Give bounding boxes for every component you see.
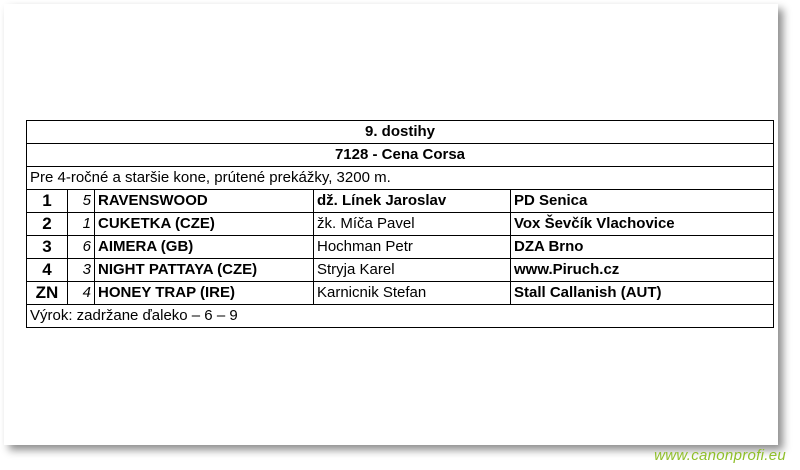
start-number-cell: 3	[68, 259, 95, 282]
jockey-cell: Hochman Petr	[314, 236, 511, 259]
start-number-cell: 6	[68, 236, 95, 259]
start-number-cell: 5	[68, 190, 95, 213]
horse-name-cell: NIGHT PATTAYA (CZE)	[95, 259, 314, 282]
horse-name-cell: HONEY TRAP (IRE)	[95, 282, 314, 305]
result-row	[27, 236, 774, 259]
owner-cell: Stall Callanish (AUT)	[511, 282, 774, 305]
result-row	[27, 259, 774, 282]
owner-cell: www.Piruch.cz	[511, 259, 774, 282]
jockey-cell: žk. Míča Pavel	[314, 213, 511, 236]
place-cell: 4	[27, 259, 68, 282]
start-number-cell: 4	[68, 282, 95, 305]
margins-text: Výrok: zadržane ďaleko – 6 – 9	[27, 305, 774, 328]
owner-cell: Vox Ševčík Vlachovice	[511, 213, 774, 236]
place-cell: ZN	[27, 282, 68, 305]
result-row	[27, 213, 774, 236]
race-conditions-row	[27, 167, 774, 190]
owner-cell: DZA Brno	[511, 236, 774, 259]
result-row	[27, 190, 774, 213]
race-heading: 9. dostihy	[27, 121, 774, 144]
place-cell: 2	[27, 213, 68, 236]
jockey-cell: Stryja Karel	[314, 259, 511, 282]
horse-name-cell: AIMERA (GB)	[95, 236, 314, 259]
race-conditions: Pre 4-ročné a staršie kone, prútené prekážky, 3200 m.	[27, 167, 774, 190]
place-cell: 3	[27, 236, 68, 259]
jockey-cell: Karnicnik Stefan	[314, 282, 511, 305]
place-cell: 1	[27, 190, 68, 213]
horse-name-cell: RAVENSWOOD	[95, 190, 314, 213]
race-results-table	[26, 120, 774, 328]
jockey-cell: dž. Línek Jaroslav	[314, 190, 511, 213]
race-name: 7128 - Cena Corsa	[27, 144, 774, 167]
race-name-row	[27, 144, 774, 167]
watermark-text: www.canonprofi.eu	[654, 447, 786, 464]
race-heading-row	[27, 121, 774, 144]
horse-name-cell: CUKETKA (CZE)	[95, 213, 314, 236]
result-row	[27, 282, 774, 305]
margins-row	[27, 305, 774, 328]
owner-cell: PD Senica	[511, 190, 774, 213]
start-number-cell: 1	[68, 213, 95, 236]
